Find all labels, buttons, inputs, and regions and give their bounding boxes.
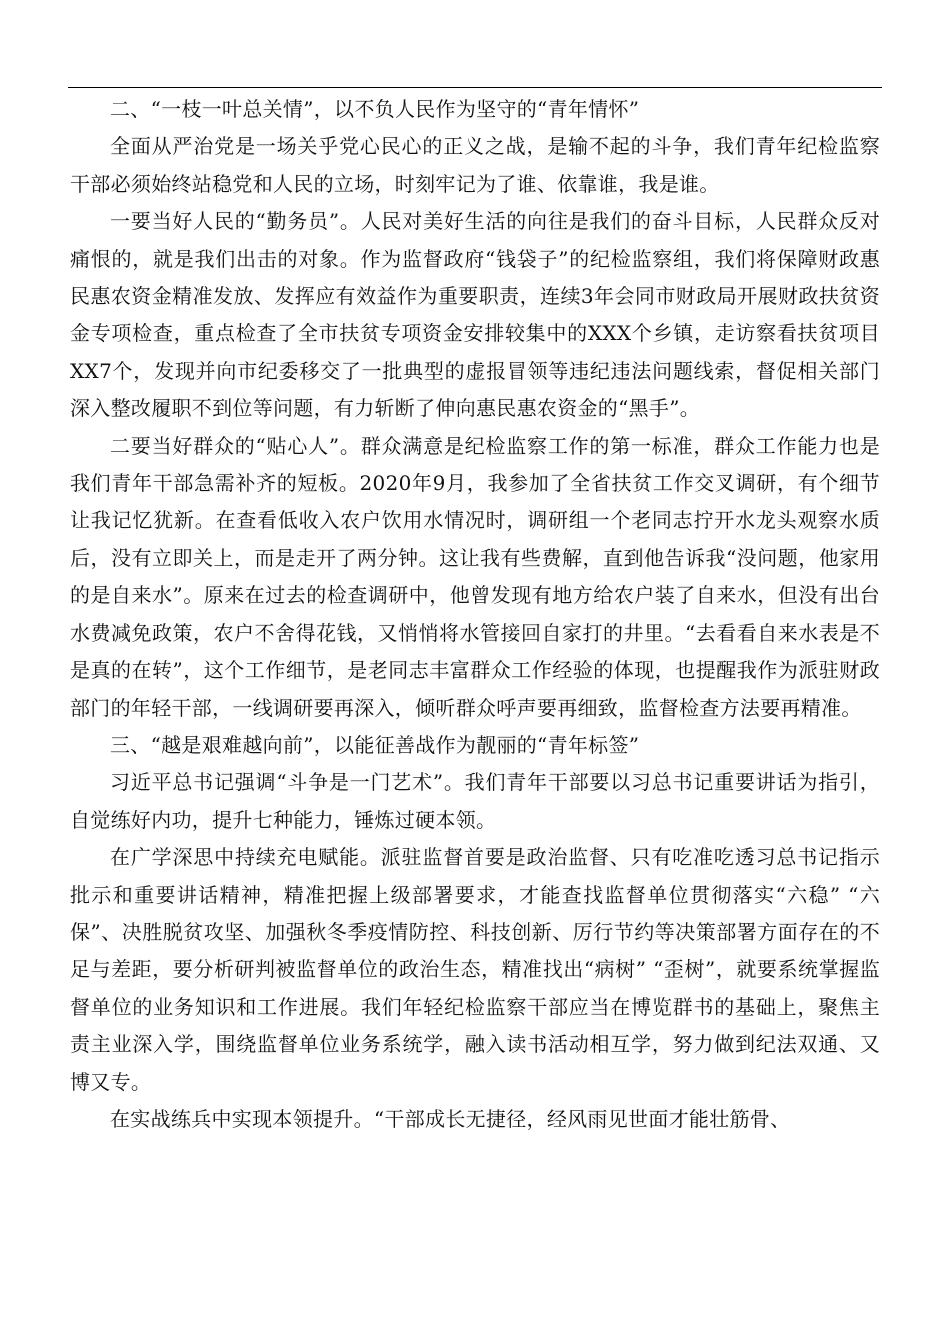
header-rule bbox=[68, 87, 882, 88]
paragraph-study: 在广学深思中持续充电赋能。派驻监督首要是政治监督、只有吃准吃透习总书记指示批示和重要讲话精神，精准把握上级部署要求，才能查找监督单位贯彻落实“六稳” “六保”、决胜脱贫攻坚、加强秋冬季疫情防控、科技创新、厉行节约等决策部署方面存在的不足与差距，要分析研判被监督单位的政治生态，精准找出“病树” “歪树”，就要系统掌握监督单位的业务知识和工作进展。我们年轻纪检监察干部应当在博览群书的基础上，聚焦主责主业深入学，围绕监督单位业务系统学，融入读书活动相互学，努力做到纪法双通、又博又专。 bbox=[70, 845, 880, 1094]
document-body bbox=[70, 91, 880, 1138]
paragraph-intro-2: 全面从严治党是一场关乎党心民心的正义之战，是输不起的斗争，我们青年纪检监察干部必须始终站稳党和人民的立场，时刻牢记为了谁、依靠谁，我是谁。 bbox=[70, 134, 880, 196]
paragraph-people-servant: 一要当好人民的“勤务员”。人民对美好生活的向往是我们的奋斗目标，人民群众反对痛恨的，就是我们出击的对象。作为监督政府“钱袋子”的纪检监察组，我们将保障财政惠民惠农资金精准发放、发挥应有效益作为重要职责，连续3年会同市财政局开展财政扶贫资金专项检查，重点检查了全市扶贫专项资金安排较集中的XXX个乡镇，走访察看扶贫项目XX7个，发现并向市纪委移交了一批典型的虚报冒领等违纪违法问题线索，督促相关部门深入整改履职不到位等问题，有力斩断了伸向惠民惠农资金的“黑手”。 bbox=[70, 209, 880, 421]
paragraph-intro-3: 习近平总书记强调“斗争是一门艺术”。我们青年干部要以习总书记重要讲话为指引，自觉练好内功，提升七种能力，锤炼过硬本领。 bbox=[70, 770, 880, 832]
section-heading-2: 二、“一枝一叶总关情”，以不负人民作为坚守的“青年情怀” bbox=[110, 97, 640, 121]
paragraph-practice: 在实战练兵中实现本领提升。“干部成长无捷径，经风雨见世面才能壮筋骨、 bbox=[110, 1106, 791, 1131]
section-heading-3: 三、“越是艰难越向前”，以能征善战作为靓丽的“青年标签” bbox=[110, 732, 640, 757]
paragraph-masses-caring: 二要当好群众的“贴心人”。群众满意是纪检监察工作的第一标准，群众工作能力也是我们青年干部急需补齐的短板。2020年9月，我参加了全省扶贫工作交叉调研，有个细节让我记忆犹新。在查看低收入农户饮用水情况时，调研组一个老同志拧开水龙头观察水质后，没有立即关上，而是走开了两分钟。这让我有些费解，直到他告诉我“没问题，他家用的是自来水”。原来在过去的检查调研中，他曾发现有地方给农户装了自来水，但没有出台水费减免政策，农户不舍得花钱，又悄悄将水管接回自家打的井里。“去看看自来水表是不是真的在转”，这个工作细节，是老同志丰富群众工作经验的体现，也提醒我作为派驻财政部门的年轻干部，一线调研要再深入，倾听群众呼声要再细致，监督检查方法要再精准。 bbox=[70, 433, 880, 720]
